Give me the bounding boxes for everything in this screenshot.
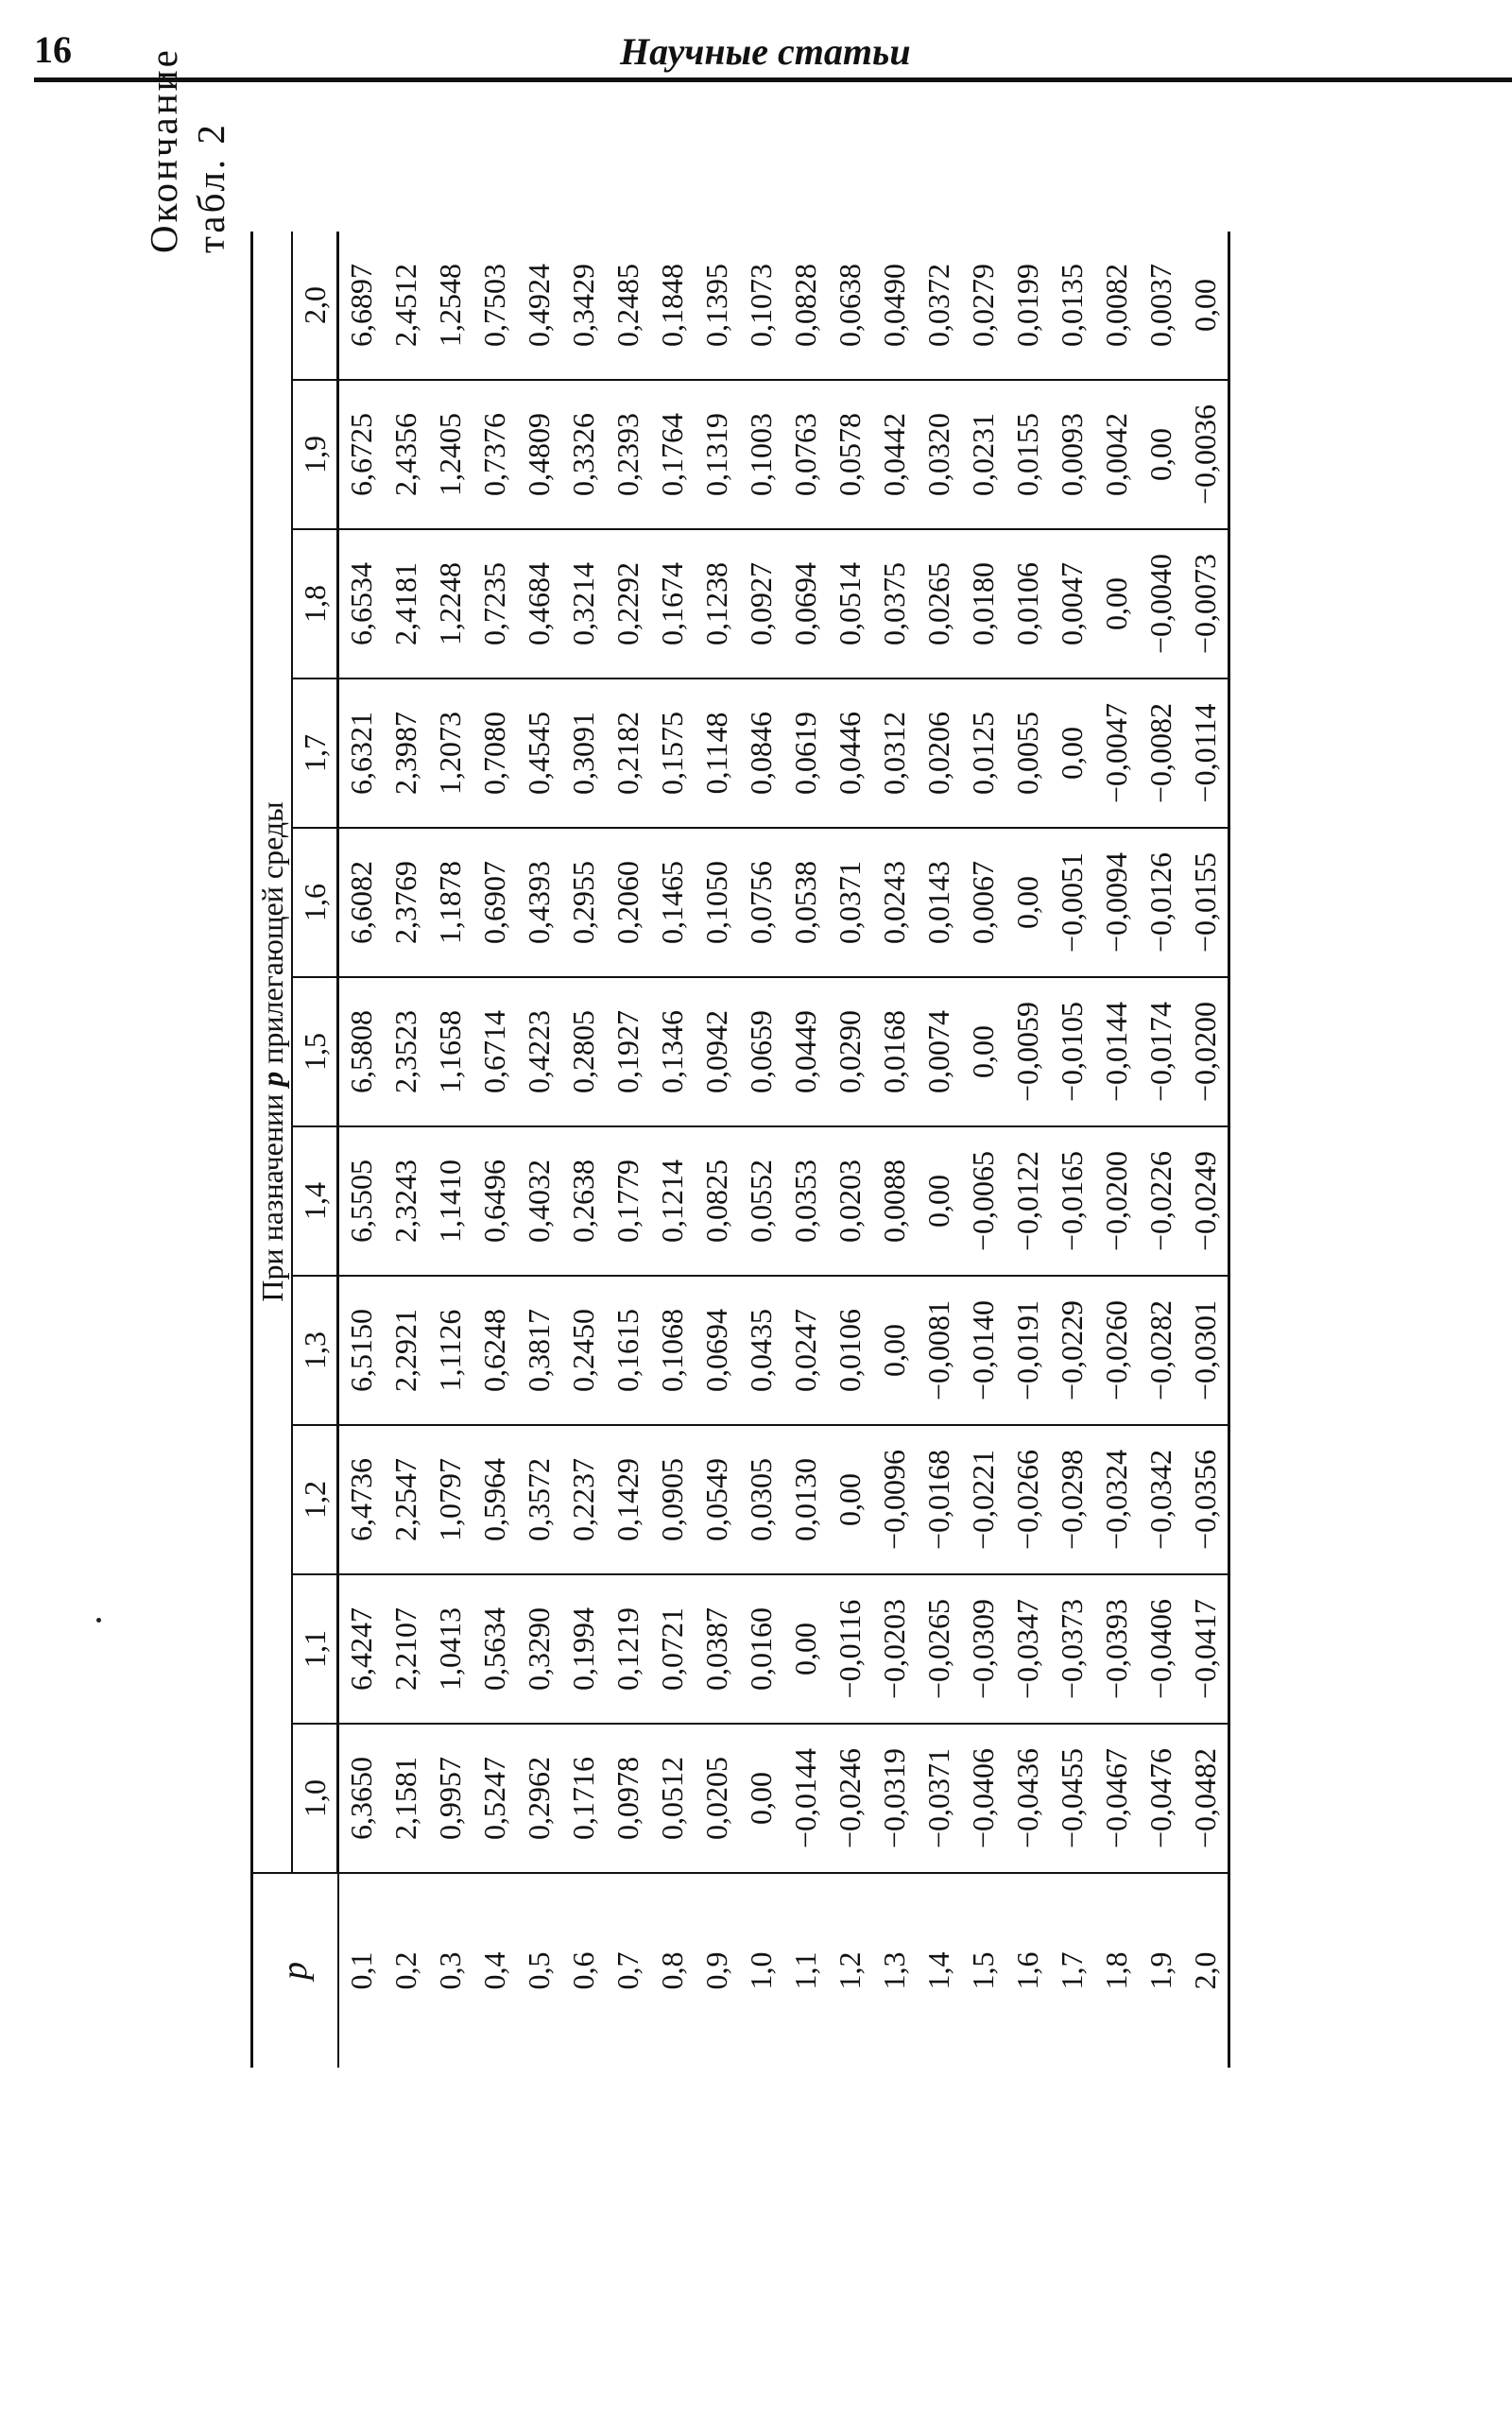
row-label: 1,8: [1094, 1873, 1139, 2068]
column-header: 1,2: [292, 1425, 338, 1574]
row-label: 0,8: [650, 1873, 695, 2068]
table-cell: −0,0356: [1183, 1425, 1229, 1574]
table-cell: 0,0125: [961, 679, 1005, 828]
table-cell: 0,4545: [517, 679, 561, 828]
table-cell: −0,0081: [917, 1276, 961, 1425]
table-row: [783, 232, 828, 2068]
table-cell: 0,0180: [961, 529, 1005, 679]
table-cell: 0,1346: [650, 977, 695, 1126]
row-label: 0,4: [472, 1873, 517, 2068]
table-cell: 0,7376: [472, 380, 517, 529]
table-cell: 0,0578: [828, 380, 872, 529]
row-label: 1,1: [783, 1873, 828, 2068]
table-cell: 0,3290: [517, 1574, 561, 1724]
table-cell: 0,9957: [428, 1724, 472, 1873]
table-cell: 0,0763: [783, 380, 828, 529]
table-cell: 6,3650: [338, 1724, 385, 1873]
row-label: 0,6: [561, 1873, 606, 2068]
table-cell: −0,0105: [1050, 977, 1094, 1126]
table-cell: 0,00: [917, 1126, 961, 1276]
table-cell: 0,0825: [695, 1126, 739, 1276]
row-label: 1,2: [828, 1873, 872, 2068]
column-header: 1,4: [292, 1126, 338, 1276]
table-cell: −0,0140: [961, 1276, 1005, 1425]
table-cell: 2,2107: [384, 1574, 428, 1724]
column-header: 1,6: [292, 828, 338, 977]
table-cell: 0,1395: [695, 232, 739, 380]
table-caption: Окончание табл. 2: [142, 47, 232, 253]
table-cell: −0,0406: [1139, 1574, 1183, 1724]
table-cell: 2,1581: [384, 1724, 428, 1873]
table-cell: −0,0282: [1139, 1276, 1183, 1425]
table-cell: 0,0320: [917, 380, 961, 529]
table-cell: 0,0694: [783, 529, 828, 679]
table-cell: 0,0106: [1005, 529, 1050, 679]
table-cell: 0,0549: [695, 1425, 739, 1574]
row-label: 0,7: [606, 1873, 650, 2068]
table-cell: 1,1658: [428, 977, 472, 1126]
table-cell: 0,5964: [472, 1425, 517, 1574]
table-cell: 0,00: [872, 1276, 917, 1425]
table-cell: 0,0538: [783, 828, 828, 977]
table-cell: −0,0082: [1139, 679, 1183, 828]
table-cell: 6,5505: [338, 1126, 385, 1276]
table-cell: 1,1410: [428, 1126, 472, 1276]
table-cell: 0,0312: [872, 679, 917, 828]
group-header-row: [252, 232, 293, 2068]
table-cell: 6,4736: [338, 1425, 385, 1574]
table-cell: 0,00: [1005, 828, 1050, 977]
table-cell: 0,2182: [606, 679, 650, 828]
table-cell: −0,0373: [1050, 1574, 1094, 1724]
table-cell: 0,4032: [517, 1126, 561, 1276]
table-cell: 0,0279: [961, 232, 1005, 380]
table-cell: −0,0073: [1183, 529, 1229, 679]
table-cell: 2,2547: [384, 1425, 428, 1574]
table-cell: 0,0055: [1005, 679, 1050, 828]
table-cell: −0,0065: [961, 1126, 1005, 1276]
table-cell: 0,1068: [650, 1276, 695, 1425]
table-cell: 0,4223: [517, 977, 561, 1126]
row-header-p: p: [252, 1873, 338, 2068]
table-cell: 0,0203: [828, 1126, 872, 1276]
table-cell: 1,0413: [428, 1574, 472, 1724]
table-cell: 0,1219: [606, 1574, 650, 1724]
table-cell: 0,0206: [917, 679, 961, 828]
table-cell: 0,0694: [695, 1276, 739, 1425]
table-cell: 0,1575: [650, 679, 695, 828]
table-cell: 0,3429: [561, 232, 606, 380]
table-cell: 0,0042: [1094, 380, 1139, 529]
table-cell: −0,0168: [917, 1425, 961, 1574]
table-cell: 0,0155: [1005, 380, 1050, 529]
table-cell: −0,0126: [1139, 828, 1183, 977]
table-cell: −0,0347: [1005, 1574, 1050, 1724]
table-cell: 0,00: [961, 977, 1005, 1126]
table-cell: −0,0221: [961, 1425, 1005, 1574]
table-cell: 0,1779: [606, 1126, 650, 1276]
table-cell: 0,2292: [606, 529, 650, 679]
table-cell: 0,6248: [472, 1276, 517, 1425]
table-cell: 0,0927: [739, 529, 783, 679]
table-row: [428, 232, 472, 2068]
row-label: 1,3: [872, 1873, 917, 2068]
table-cell: 0,2450: [561, 1276, 606, 1425]
table-cell: −0,0249: [1183, 1126, 1229, 1276]
table-body: [338, 232, 1229, 2068]
table-cell: 0,3091: [561, 679, 606, 828]
table-cell: 0,0638: [828, 232, 872, 380]
table-cell: 0,3326: [561, 380, 606, 529]
table-cell: 0,0037: [1139, 232, 1183, 380]
table-row: [739, 232, 783, 2068]
table-cell: −0,0165: [1050, 1126, 1094, 1276]
table-cell: 0,0514: [828, 529, 872, 679]
table-cell: 0,00: [783, 1574, 828, 1724]
table-cell: 0,5634: [472, 1574, 517, 1724]
table-cell: 0,3572: [517, 1425, 561, 1574]
data-table: [250, 232, 1230, 2068]
table-cell: 2,4181: [384, 529, 428, 679]
table-cell: 0,1615: [606, 1276, 650, 1425]
table-cell: 2,3243: [384, 1126, 428, 1276]
table-cell: −0,0371: [917, 1724, 961, 1873]
table-cell: 0,0106: [828, 1276, 872, 1425]
table-row: [1094, 232, 1139, 2068]
table-cell: 0,0512: [650, 1724, 695, 1873]
row-label: 1,6: [1005, 1873, 1050, 2068]
table-row: [561, 232, 606, 2068]
table-cell: −0,0116: [828, 1574, 872, 1724]
table-cell: 0,0130: [783, 1425, 828, 1574]
table-cell: −0,0174: [1139, 977, 1183, 1126]
table-cell: 6,6534: [338, 529, 385, 679]
table-cell: 0,0721: [650, 1574, 695, 1724]
row-label: 2,0: [1183, 1873, 1229, 2068]
table-cell: 0,7235: [472, 529, 517, 679]
table-cell: 0,0905: [650, 1425, 695, 1574]
table-cell: 0,6496: [472, 1126, 517, 1276]
table-cell: 0,2638: [561, 1126, 606, 1276]
row-label: 1,4: [917, 1873, 961, 2068]
table-cell: −0,0265: [917, 1574, 961, 1724]
table-cell: 0,1073: [739, 232, 783, 380]
table-cell: −0,0040: [1139, 529, 1183, 679]
table-cell: 0,1319: [695, 380, 739, 529]
table-cell: −0,0059: [1005, 977, 1050, 1126]
table-cell: 0,1050: [695, 828, 739, 977]
row-label: 0,5: [517, 1873, 561, 2068]
table-cell: −0,0203: [872, 1574, 917, 1724]
row-label: 1,5: [961, 1873, 1005, 2068]
table-cell: 0,0490: [872, 232, 917, 380]
table-cell: 6,4247: [338, 1574, 385, 1724]
table-cell: 0,0446: [828, 679, 872, 828]
table-row: [650, 232, 695, 2068]
table-cell: 0,0375: [872, 529, 917, 679]
table-cell: 0,2237: [561, 1425, 606, 1574]
table-cell: 6,5808: [338, 977, 385, 1126]
table-row: [1050, 232, 1094, 2068]
table-cell: 0,4809: [517, 380, 561, 529]
table-cell: 0,0067: [961, 828, 1005, 977]
column-header-row: [292, 232, 338, 2068]
page-number: 16: [34, 28, 72, 71]
table-cell: 0,1848: [650, 232, 695, 380]
group-header-suffix: прилегающей среды: [255, 801, 289, 1072]
table-cell: 0,00: [1094, 529, 1139, 679]
table-cell: 0,2962: [517, 1724, 561, 1873]
table-cell: −0,0096: [872, 1425, 917, 1574]
table-cell: 2,4512: [384, 232, 428, 380]
table-cell: 6,6082: [338, 828, 385, 977]
table-cell: 0,0093: [1050, 380, 1094, 529]
table-cell: 1,2548: [428, 232, 472, 380]
table-cell: 6,6321: [338, 679, 385, 828]
table-row: [517, 232, 561, 2068]
table-cell: 1,1878: [428, 828, 472, 977]
table-cell: 2,3987: [384, 679, 428, 828]
table-cell: 0,1994: [561, 1574, 606, 1724]
table-cell: 0,1465: [650, 828, 695, 977]
table-cell: 0,6907: [472, 828, 517, 977]
group-header-prefix: При назначении: [255, 1086, 289, 1302]
table-cell: −0,0047: [1094, 679, 1139, 828]
table-cell: 0,0353: [783, 1126, 828, 1276]
table-cell: −0,0200: [1183, 977, 1229, 1126]
table-cell: 0,4684: [517, 529, 561, 679]
table-cell: 0,00: [1139, 380, 1183, 529]
table-cell: 0,0371: [828, 828, 872, 977]
table-cell: −0,0436: [1005, 1724, 1050, 1873]
table-cell: 0,2805: [561, 977, 606, 1126]
table-cell: −0,0144: [783, 1724, 828, 1873]
table-cell: 0,00: [1050, 679, 1094, 828]
table-cell: 0,0135: [1050, 232, 1094, 380]
table-cell: 1,0797: [428, 1425, 472, 1574]
table-cell: 0,1764: [650, 380, 695, 529]
table-cell: 0,0387: [695, 1574, 739, 1724]
table-row: [961, 232, 1005, 2068]
table-cell: 0,4393: [517, 828, 561, 977]
table-cell: −0,0301: [1183, 1276, 1229, 1425]
group-header-var: p: [255, 1071, 289, 1087]
table-cell: −0,0406: [961, 1724, 1005, 1873]
column-header: 1,1: [292, 1574, 338, 1724]
table-cell: 0,0659: [739, 977, 783, 1126]
table-row: [384, 232, 428, 2068]
row-label: 0,2: [384, 1873, 428, 2068]
table-cell: 0,1716: [561, 1724, 606, 1873]
table-cell: 0,0231: [961, 380, 1005, 529]
table-cell: 0,0442: [872, 380, 917, 529]
table-cell: 0,1429: [606, 1425, 650, 1574]
table-cell: −0,0200: [1094, 1126, 1139, 1276]
column-header: 1,9: [292, 380, 338, 529]
table-cell: 0,0828: [783, 232, 828, 380]
table-cell: −0,0191: [1005, 1276, 1050, 1425]
table-cell: 0,1214: [650, 1126, 695, 1276]
table-cell: 0,0047: [1050, 529, 1094, 679]
table-cell: −0,0094: [1094, 828, 1139, 977]
table-cell: 2,2921: [384, 1276, 428, 1425]
table-cell: −0,0455: [1050, 1724, 1094, 1873]
table-cell: 0,00: [739, 1724, 783, 1873]
table-cell: 0,6714: [472, 977, 517, 1126]
table-cell: 6,6725: [338, 380, 385, 529]
table-cell: −0,0467: [1094, 1724, 1139, 1873]
table-cell: 0,0205: [695, 1724, 739, 1873]
table-row: [828, 232, 872, 2068]
column-header: 1,8: [292, 529, 338, 679]
column-header: 1,5: [292, 977, 338, 1126]
table-cell: 0,2485: [606, 232, 650, 380]
table-cell: 0,0305: [739, 1425, 783, 1574]
table-cell: 0,1003: [739, 380, 783, 529]
table-cell: 0,3214: [561, 529, 606, 679]
table-cell: −0,0319: [872, 1724, 917, 1873]
table-cell: 0,00: [1183, 232, 1229, 380]
table-cell: −0,0298: [1050, 1425, 1094, 1574]
table-cell: 0,0846: [739, 679, 783, 828]
table-cell: −0,0324: [1094, 1425, 1139, 1574]
table-cell: 0,0435: [739, 1276, 783, 1425]
table-cell: 0,0243: [872, 828, 917, 977]
table-cell: −0,0417: [1183, 1574, 1229, 1724]
table-cell: −0,0114: [1183, 679, 1229, 828]
row-label: 1,0: [739, 1873, 783, 2068]
table-row: [695, 232, 739, 2068]
table-cell: 0,0619: [783, 679, 828, 828]
table-row: [472, 232, 517, 2068]
table-cell: −0,0155: [1183, 828, 1229, 977]
table-cell: 1,2248: [428, 529, 472, 679]
table-cell: 0,1238: [695, 529, 739, 679]
table-cell: 0,7080: [472, 679, 517, 828]
table-cell: 0,3817: [517, 1276, 561, 1425]
table-cell: 0,1148: [695, 679, 739, 828]
table-cell: 1,2405: [428, 380, 472, 529]
row-label: 1,7: [1050, 1873, 1094, 2068]
table-cell: −0,0144: [1094, 977, 1139, 1126]
table-cell: 0,2955: [561, 828, 606, 977]
table-cell: −0,0122: [1005, 1126, 1050, 1276]
table-cell: 0,0160: [739, 1574, 783, 1724]
table-cell: 0,2393: [606, 380, 650, 529]
table-row: [872, 232, 917, 2068]
table-cell: 6,6897: [338, 232, 385, 380]
table-cell: 0,0082: [1094, 232, 1139, 380]
table-cell: −0,0260: [1094, 1276, 1139, 1425]
table-cell: 0,0074: [917, 977, 961, 1126]
table-cell: −0,0309: [961, 1574, 1005, 1724]
table-cell: −0,0266: [1005, 1425, 1050, 1574]
row-label: 0,9: [695, 1873, 739, 2068]
table-cell: 1,1126: [428, 1276, 472, 1425]
group-header: [252, 232, 293, 1873]
table-cell: 0,00: [828, 1425, 872, 1574]
table-cell: −0,0246: [828, 1724, 872, 1873]
table-cell: 0,0290: [828, 977, 872, 1126]
table-row: [1183, 232, 1229, 2068]
table-cell: 0,0449: [783, 977, 828, 1126]
table-cell: 0,1927: [606, 977, 650, 1126]
table-cell: 0,0978: [606, 1724, 650, 1873]
column-header: 1,0: [292, 1724, 338, 1873]
table-cell: 0,0247: [783, 1276, 828, 1425]
table-cell: 0,0552: [739, 1126, 783, 1276]
running-title: Научные статьи: [620, 30, 911, 73]
table-cell: 1,2073: [428, 679, 472, 828]
row-label: 1,9: [1139, 1873, 1183, 2068]
table-cell: −0,0229: [1050, 1276, 1094, 1425]
table-cell: −0,0226: [1139, 1126, 1183, 1276]
table-cell: 6,5150: [338, 1276, 385, 1425]
table-cell: 0,0143: [917, 828, 961, 977]
table-cell: 0,0756: [739, 828, 783, 977]
table-cell: 0,7503: [472, 232, 517, 380]
table-cell: 0,2060: [606, 828, 650, 977]
table-cell: 0,0265: [917, 529, 961, 679]
column-header: 2,0: [292, 232, 338, 380]
table-cell: 0,5247: [472, 1724, 517, 1873]
table-cell: −0,0036: [1183, 380, 1229, 529]
table-cell: 2,3523: [384, 977, 428, 1126]
table-cell: 0,0168: [872, 977, 917, 1126]
row-label: 0,1: [338, 1873, 385, 2068]
table-row: [338, 232, 385, 2068]
row-label: 0,3: [428, 1873, 472, 2068]
table-cell: 0,1674: [650, 529, 695, 679]
table-cell: −0,0051: [1050, 828, 1094, 977]
table-cell: 2,3769: [384, 828, 428, 977]
table-row: [917, 232, 961, 2068]
table-cell: 0,0088: [872, 1126, 917, 1276]
table-cell: −0,0393: [1094, 1574, 1139, 1724]
table-cell: 2,4356: [384, 380, 428, 529]
table-cell: 0,0199: [1005, 232, 1050, 380]
table-cell: 0,4924: [517, 232, 561, 380]
table-row: [1139, 232, 1183, 2068]
table-cell: 0,0942: [695, 977, 739, 1126]
table-row: [606, 232, 650, 2068]
table-cell: −0,0342: [1139, 1425, 1183, 1574]
table-cell: −0,0482: [1183, 1724, 1229, 1873]
table-cell: 0,0372: [917, 232, 961, 380]
column-header: 1,7: [292, 679, 338, 828]
column-header: 1,3: [292, 1276, 338, 1425]
table-cell: −0,0476: [1139, 1724, 1183, 1873]
table-row: [1005, 232, 1050, 2068]
